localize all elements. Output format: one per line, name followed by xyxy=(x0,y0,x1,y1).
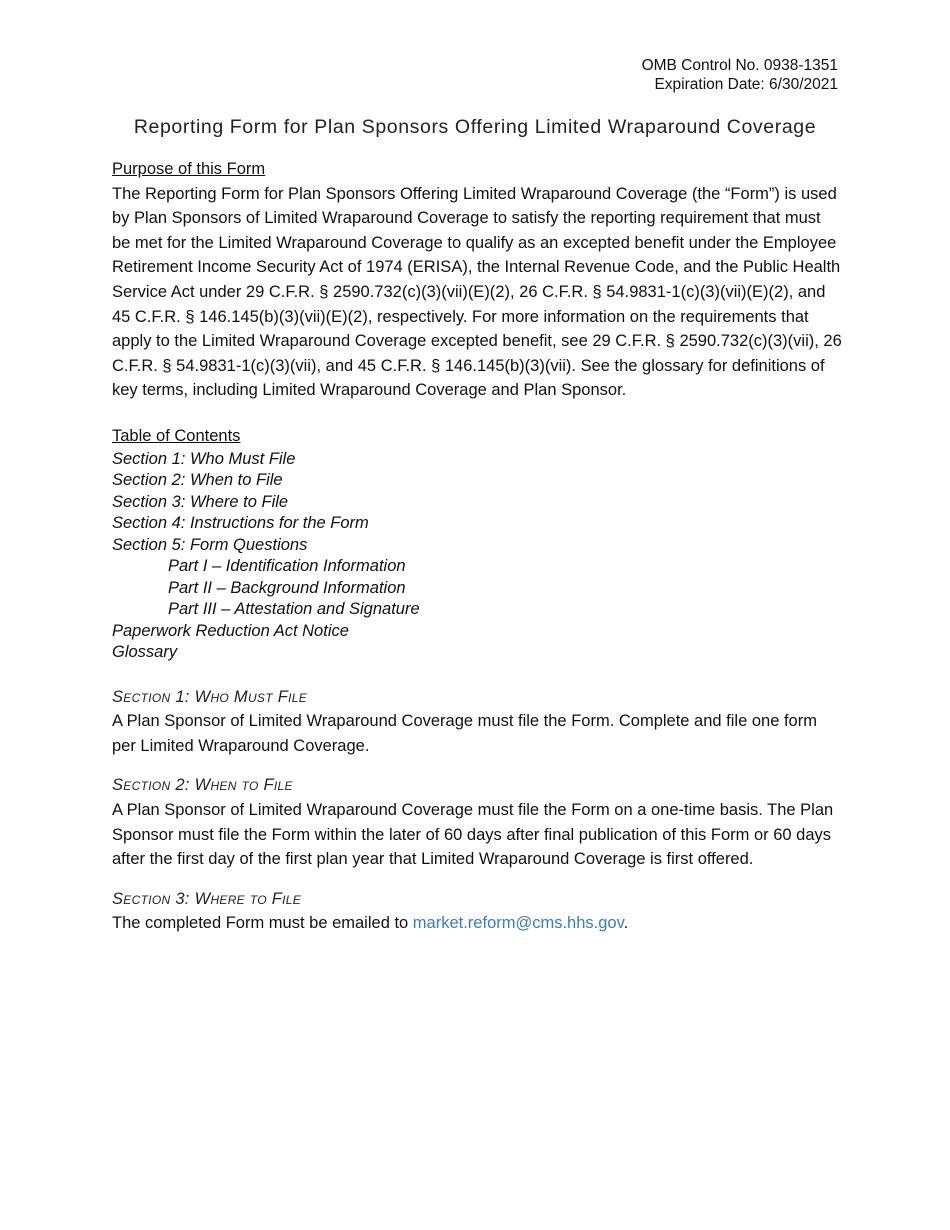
section-2 xyxy=(112,773,842,871)
purpose-section xyxy=(112,157,842,403)
toc-item-part-3[interactable]: Part III – Attestation and Signature xyxy=(168,600,420,619)
toc-item-section-5[interactable]: Section 5: Form Questions xyxy=(112,535,308,554)
section-1 xyxy=(112,685,842,759)
omb-control-number: OMB Control No. 0938-1351 xyxy=(641,57,838,74)
email-link[interactable]: market.reform@cms.hhs.gov xyxy=(412,914,624,933)
purpose-heading: Purpose of this Form xyxy=(112,160,266,178)
document-body xyxy=(112,157,842,936)
purpose-body: The Reporting Form for Plan Sponsors Offering Limited Wraparound Coverage (the “Form”) is used by Plan Sponsors of Limited Wraparound Coverage to satisfy the reporting requirement that must be met for the Limited Wraparound Coverage to qualify as an excepted benefit under the Employee Retirement Income Security Act of 1974 (ERISA), the Internal Revenue Code, and the Public Health Service Act under 29 C.F.R. § 2590.732(c)(3)(vii)(E)(2), 26 C.F.R. § 54.9831-1(c)(3)(vii)(E)(2), and 45 C.F.R. § 146.145(b)(3)(vii)(E)(2), respectively. For more information on the requirements that apply to the Limited Wraparound Coverage excepted benefit, see 29 C.F.R. § 2590.732(c)(3)(vii), 26 C.F.R. § 54.9831-1(c)(3)(vii), and 45 C.F.R. § 146.145(b)(3)(vii). See the glossary for definitions of key terms, including Limited Wraparound Coverage and Plan Sponsor. xyxy=(112,184,842,400)
toc-heading: Table of Contents xyxy=(112,426,241,445)
section-3-heading: Section 3: Where to File xyxy=(112,889,302,908)
table-of-contents xyxy=(112,424,842,664)
section-3-body xyxy=(112,911,842,936)
section-1-body: A Plan Sponsor of Limited Wraparound Coverage must file the Form. Complete and file one form per Limited Wraparound Coverage. xyxy=(112,712,817,755)
toc-item-paperwork[interactable]: Paperwork Reduction Act Notice xyxy=(112,621,349,640)
section-3-body-suffix: . xyxy=(623,914,629,933)
page-title: Reporting Form for Plan Sponsors Offering Limited Wraparound Coverage xyxy=(133,116,817,138)
toc-item-section-4[interactable]: Section 4: Instructions for the Form xyxy=(112,514,369,533)
section-3-body-prefix: The completed Form must be emailed to xyxy=(112,914,413,933)
omb-block xyxy=(642,56,838,94)
toc-item-section-1[interactable]: Section 1: Who Must File xyxy=(112,449,296,468)
section-1-heading: Section 1: Who Must File xyxy=(112,687,308,706)
expiration-date: Expiration Date: 6/30/2021 xyxy=(654,76,838,93)
section-2-heading: Section 2: When to File xyxy=(112,776,293,795)
section-3 xyxy=(112,887,842,936)
toc-item-glossary[interactable]: Glossary xyxy=(112,643,178,662)
toc-item-section-2[interactable]: Section 2: When to File xyxy=(112,471,283,490)
toc-item-part-1[interactable]: Part I – Identification Information xyxy=(168,557,406,576)
toc-item-part-2[interactable]: Part II – Background Information xyxy=(168,578,406,597)
section-2-body: A Plan Sponsor of Limited Wraparound Coverage must file the Form on a one-time basis. The Plan Sponsor must file the Form within the later of 60 days after final publication of this Form or 60 days after the first day of the first plan year that Limited Wraparound Coverage is first offered. xyxy=(112,800,834,869)
toc-item-section-3[interactable]: Section 3: Where to File xyxy=(112,492,289,511)
